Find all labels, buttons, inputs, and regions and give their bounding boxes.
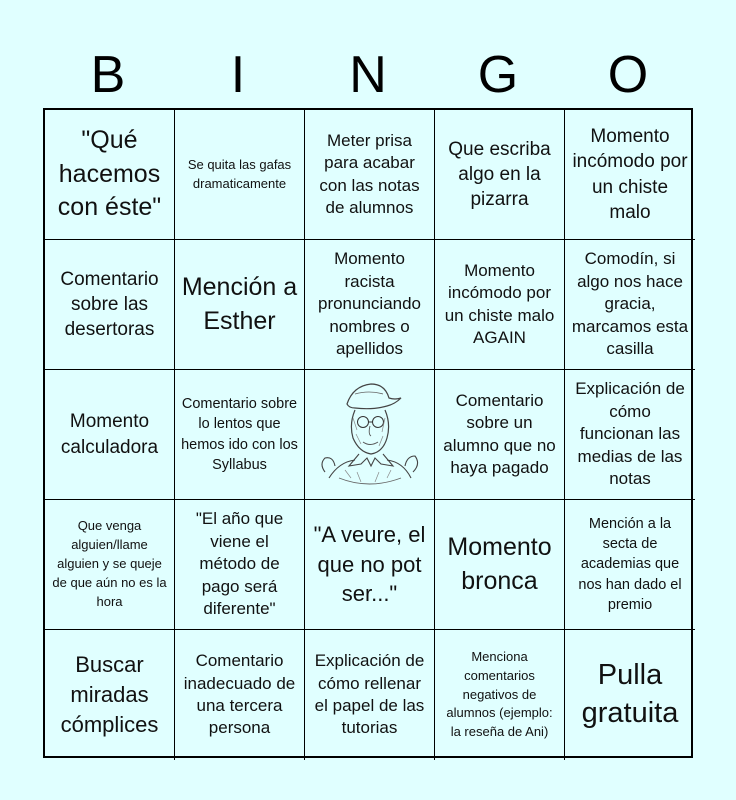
bingo-cell-r4c1[interactable]: Que venga alguien/llame alguien y se queje de que aún no es la hora	[45, 500, 175, 630]
bingo-cell-r2c2[interactable]: Mención a Esther	[175, 240, 305, 370]
bingo-cell-r1c4[interactable]: Que escriba algo en la pizarra	[435, 110, 565, 240]
bingo-cell-r4c2[interactable]: "El año que viene el método de pago será diferente"	[175, 500, 305, 630]
bingo-cell-r4c3[interactable]: "A veure, el que no pot ser..."	[305, 500, 435, 630]
bingo-cell-r2c3[interactable]: Momento racista pronunciando nombres o apellidos	[305, 240, 435, 370]
bingo-cell-r3c4[interactable]: Comentario sobre un alumno que no haya pagado	[435, 370, 565, 500]
title-letter-b: B	[90, 46, 126, 104]
bingo-cell-r5c4[interactable]: Menciona comentarios negativos de alumnos (ejemplo: la reseña de Ani)	[435, 630, 565, 760]
bingo-cell-r2c1[interactable]: Comentario sobre las desertoras	[45, 240, 175, 370]
bingo-cell-r1c1[interactable]: "Qué hacemos con éste"	[45, 110, 175, 240]
title-letter-g: G	[477, 46, 519, 104]
title-letter-n: N	[349, 46, 387, 104]
bingo-cell-r5c1[interactable]: Buscar miradas cómplices	[45, 630, 175, 760]
bingo-cell-r1c2[interactable]: Se quita las gafas dramaticamente	[175, 110, 305, 240]
bingo-cell-r5c5[interactable]: Pulla gratuita	[581, 659, 679, 729]
bingo-title	[43, 42, 693, 108]
bingo-cell-r3c5[interactable]: Explicación de cómo funcionan las medias de las notas	[565, 370, 695, 500]
bingo-cell-r2c4[interactable]: Momento incómodo por un chiste malo AGAIN	[435, 240, 565, 370]
bingo-cell-r5c3[interactable]: Explicación de cómo rellenar el papel de las tutorias	[305, 630, 435, 760]
bingo-cell-r1c3[interactable]: Meter prisa para acabar con las notas de alumnos	[305, 110, 435, 240]
title-letter-o: O	[607, 46, 649, 104]
bingo-cell-r3c2[interactable]: Comentario sobre lo lentos que hemos ido con los Syllabus	[175, 370, 305, 500]
bingo-cell-r2c5[interactable]: Comodín, si algo nos hace gracia, marcamos esta casilla	[565, 240, 695, 370]
bingo-cell-r3c1[interactable]: Momento calculadora	[45, 370, 175, 500]
bingo-cell-r4c4[interactable]: Momento bronca	[435, 500, 565, 630]
bingo-board	[43, 108, 693, 758]
bingo-cell-r5c2[interactable]: Comentario inadecuado de una tercera persona	[175, 630, 305, 760]
bingo-cell-r4c5[interactable]: Mención a la secta de academias que nos han dado el premio	[565, 500, 695, 630]
bingo-cell-r1c5[interactable]: Momento incómodo por un chiste malo	[565, 110, 695, 240]
title-letter-i: I	[230, 46, 246, 104]
free-space-cell[interactable]	[305, 370, 435, 500]
portrait-sketch-image	[309, 374, 431, 496]
